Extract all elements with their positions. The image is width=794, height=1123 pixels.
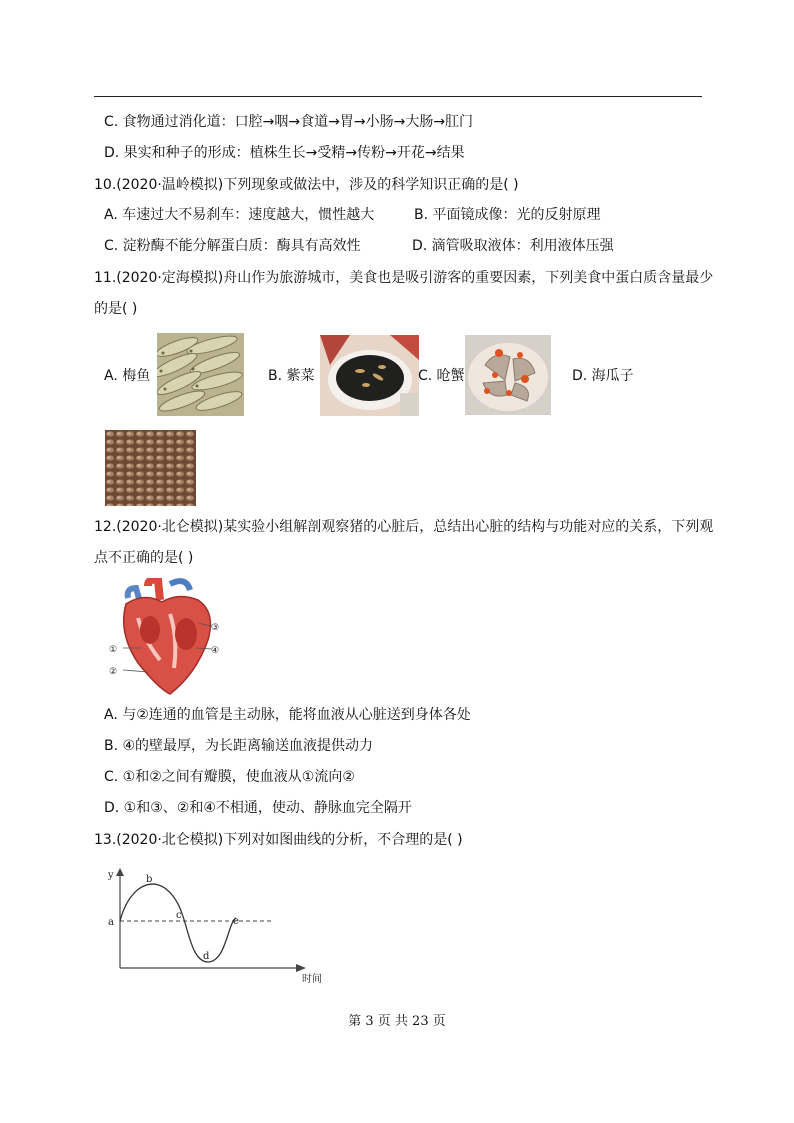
- curve-graph: [100, 862, 340, 986]
- q12-stem-line2: 点不正确的是( ): [94, 550, 194, 566]
- q10-option-c: C. 淀粉酶不能分解蛋白质：酶具有高效性: [104, 238, 361, 254]
- heart-label-4: ④: [211, 646, 220, 656]
- q11-option-c: C. 呛蟹: [418, 368, 465, 384]
- seaweed-soup-photo: [320, 335, 419, 416]
- q11-stem-line2: 的是( ): [94, 301, 138, 317]
- clam-photo: [105, 430, 196, 506]
- q12-option-d: D. ①和③、②和④不相通，使动、静脉血完全隔开: [104, 800, 412, 816]
- point-label-e: e: [233, 916, 239, 927]
- heart-label-3: ③: [211, 623, 220, 633]
- y-axis-arrow: [116, 868, 124, 876]
- q10-option-a: A. 车速过大不易刹车：速度越大，惯性越大: [104, 207, 375, 223]
- point-label-a: a: [108, 917, 114, 928]
- q10-stem: 10.(2020·温岭模拟)下列现象或做法中，涉及的科学知识正确的是( ): [94, 177, 519, 193]
- q13-stem: 13.(2020·北仑模拟)下列对如图曲线的分析，不合理的是( ): [94, 832, 463, 848]
- x-axis-arrow: [296, 964, 306, 972]
- x-axis-label: 时间: [302, 974, 322, 985]
- q12-option-c: C. ①和②之间有瓣膜，使血液从①流向②: [104, 769, 355, 785]
- page-footer: 第 3 页 共 23 页: [348, 1014, 446, 1029]
- q10-option-b: B. 平面镜成像：光的反射原理: [414, 207, 601, 223]
- fish-photo: [157, 333, 244, 416]
- heart-diagram: [108, 578, 230, 695]
- heart-label-2: ②: [109, 667, 118, 677]
- q9-option-c: C. 食物通过消化道：口腔→咽→食道→胃→小肠→大肠→肛门: [104, 114, 474, 130]
- q11-option-b: B. 紫菜: [268, 368, 315, 384]
- point-label-b: b: [146, 874, 153, 885]
- q12-option-a: A. 与②连通的血管是主动脉，能将血液从心脏送到身体各处: [104, 707, 471, 723]
- q11-stem-line1: 11.(2020·定海模拟)舟山作为旅游城市，美食也是吸引游客的重要因素，下列美食中蛋白质含量最少: [94, 270, 714, 286]
- header-rule: [94, 96, 702, 97]
- point-label-d: d: [203, 951, 210, 962]
- q12-stem-line1: 12.(2020·北仑模拟)某实验小组解剖观察猪的心脏后，总结出心脏的结构与功能对应的关系，下列观: [94, 519, 714, 535]
- q10-option-d: D. 滴管吸取液体：利用液体压强: [412, 238, 614, 254]
- q11-option-a: A. 梅鱼: [104, 368, 151, 384]
- q9-option-d: D. 果实和种子的形成：植株生长→受精→传粉→开花→结果: [104, 145, 465, 161]
- y-axis-label: y: [108, 870, 114, 881]
- curve: [120, 884, 236, 962]
- crab-photo: [465, 335, 551, 415]
- q12-option-b: B. ④的壁最厚，为长距离输送血液提供动力: [104, 738, 374, 754]
- heart-label-1: ①: [109, 645, 118, 655]
- point-label-c: c: [176, 910, 182, 921]
- q11-option-d: D. 海瓜子: [572, 368, 634, 384]
